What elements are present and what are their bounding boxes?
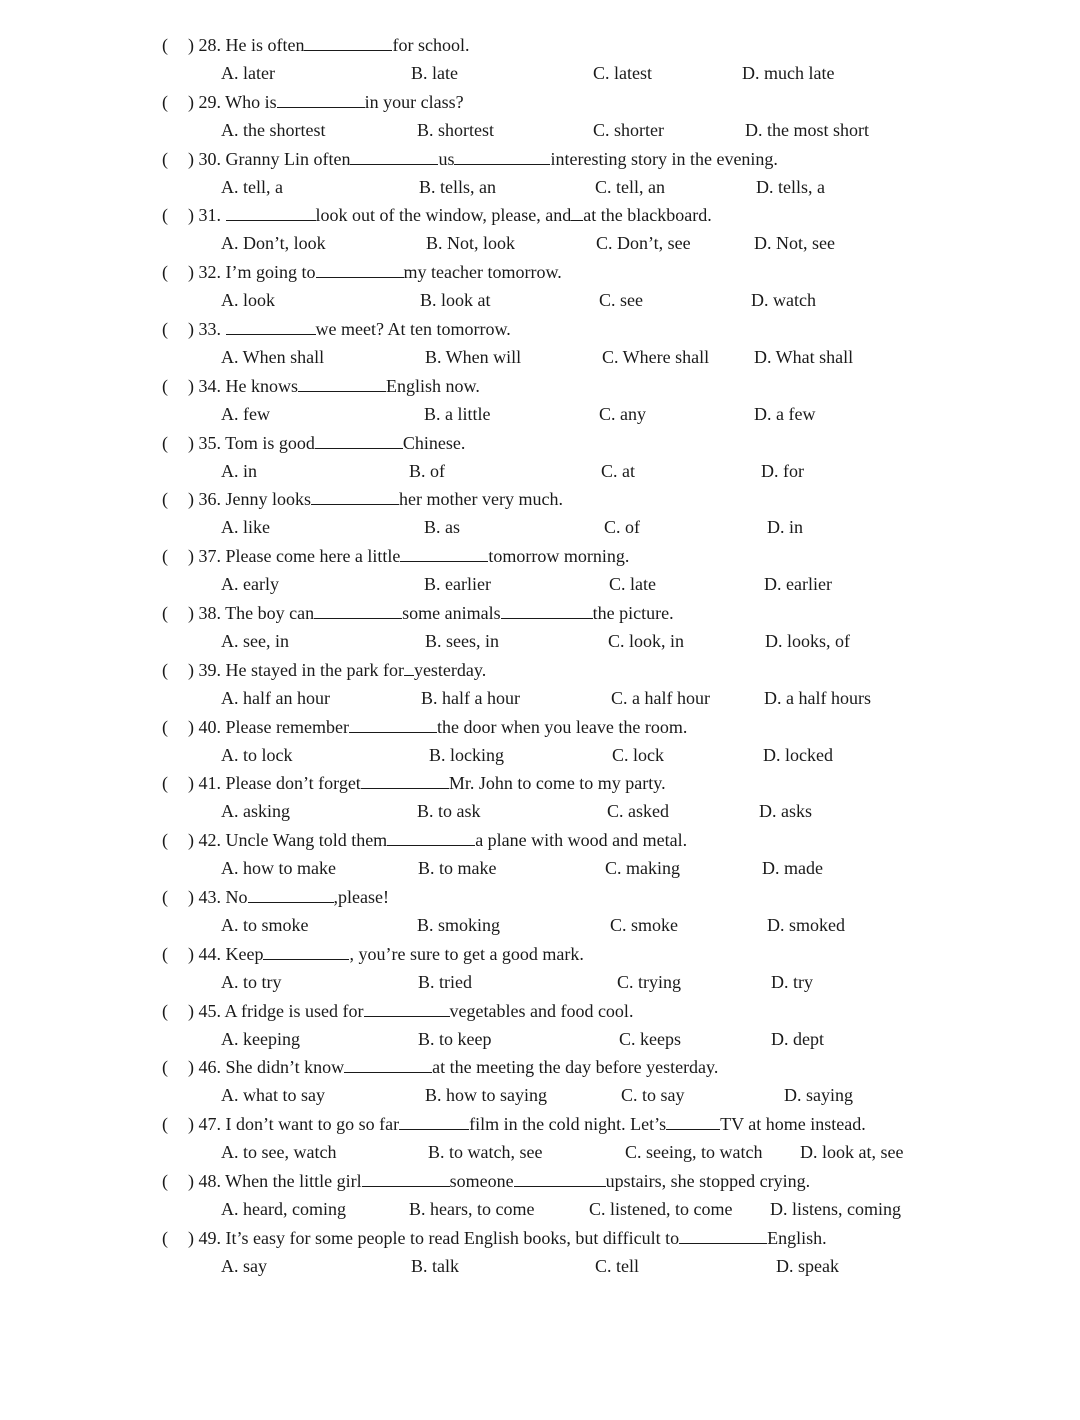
answer-parentheses[interactable]: (	[162, 262, 168, 283]
option-c: C. lock	[612, 744, 664, 765]
question-text: He is often	[225, 35, 305, 55]
option-a: A. half an hour	[221, 687, 330, 708]
question-number: ) 49.	[188, 1227, 226, 1248]
option-c: C. tell	[595, 1255, 639, 1276]
question-text: She didn’t know	[225, 1057, 345, 1078]
question-number: ) 46.	[188, 1057, 226, 1078]
question-stem	[162, 883, 389, 911]
option-c: C. listened, to come	[589, 1198, 733, 1219]
question-text: English.	[767, 1227, 827, 1248]
answer-blank[interactable]	[226, 202, 316, 221]
question-stem	[162, 31, 469, 59]
answer-blank[interactable]	[571, 202, 583, 221]
option-a: A. heard, coming	[221, 1198, 346, 1219]
answer-parentheses[interactable]: (	[162, 1114, 168, 1135]
option-c: C. tell, an	[595, 176, 665, 197]
option-b: B. of	[409, 460, 445, 481]
option-a: A. early	[221, 574, 279, 595]
options-row	[0, 797, 1080, 825]
question-number: ) 34.	[188, 375, 226, 396]
options-row	[0, 1025, 1080, 1053]
options-row	[0, 968, 1080, 996]
option-b: B. tells, an	[419, 176, 496, 197]
option-a: A. in	[221, 460, 257, 481]
question-text: for school.	[392, 35, 470, 55]
option-d: D. asks	[759, 801, 812, 822]
question-text: No	[225, 886, 248, 907]
answer-blank[interactable]	[315, 430, 403, 449]
answer-blank[interactable]	[514, 1168, 606, 1187]
option-b: B. hears, to come	[409, 1198, 535, 1219]
question-42	[0, 826, 1080, 883]
option-c: C. Where shall	[602, 346, 710, 367]
option-b: B. talk	[411, 1255, 459, 1276]
question-35	[0, 429, 1080, 486]
question-text: we meet? At ten tomorrow.	[315, 318, 511, 339]
option-b: B. locking	[429, 744, 504, 765]
option-b: B. late	[411, 63, 458, 83]
question-stem	[162, 940, 584, 968]
options-row	[0, 570, 1080, 598]
question-text: A fridge is used for	[224, 1000, 364, 1021]
option-d: D. saying	[784, 1085, 853, 1106]
option-a: A. like	[221, 517, 270, 538]
question-47	[0, 1110, 1080, 1167]
option-d: D. smoked	[767, 914, 845, 935]
option-d: D. in	[767, 517, 803, 538]
question-number: ) 36.	[188, 489, 226, 510]
option-a: A. asking	[221, 801, 290, 822]
question-text: Tom is good	[225, 432, 315, 453]
question-number: ) 47.	[188, 1114, 226, 1135]
question-text: someone	[449, 1170, 514, 1191]
question-stem	[162, 656, 486, 684]
question-number: ) 35.	[188, 432, 226, 453]
options-row	[0, 513, 1080, 541]
question-text: Who is	[225, 91, 277, 112]
answer-blank[interactable]	[501, 600, 593, 619]
answer-parentheses[interactable]: (	[162, 602, 168, 623]
answer-parentheses[interactable]: (	[162, 1227, 168, 1248]
question-31	[0, 201, 1080, 258]
question-stem	[162, 485, 563, 513]
options-row	[0, 627, 1080, 655]
option-c: C. of	[604, 517, 640, 538]
answer-blank[interactable]	[277, 89, 365, 108]
question-text: He knows	[225, 375, 298, 396]
option-a: A. few	[221, 403, 270, 424]
question-text: He stayed in the park for	[225, 659, 404, 680]
options-row	[0, 116, 1080, 144]
options-row	[0, 229, 1080, 257]
question-number: ) 37.	[188, 546, 226, 567]
question-stem	[162, 372, 480, 400]
answer-blank[interactable]	[399, 1111, 469, 1130]
option-b: B. as	[424, 517, 460, 538]
options-row	[0, 400, 1080, 428]
option-b: B. look at	[420, 290, 491, 311]
question-text: Keep	[225, 943, 264, 964]
question-text: When the little girl	[225, 1170, 362, 1191]
answer-parentheses[interactable]: (	[162, 659, 168, 680]
question-39	[0, 656, 1080, 713]
option-b: B. shortest	[417, 119, 495, 140]
answer-blank[interactable]	[364, 998, 450, 1017]
option-a: A. the shortest	[221, 119, 326, 140]
question-29	[0, 88, 1080, 145]
question-number: ) 41.	[188, 773, 226, 794]
question-number: ) 40.	[188, 716, 226, 737]
option-c: C. seeing, to watch	[625, 1142, 763, 1163]
answer-parentheses[interactable]: (	[162, 1170, 168, 1191]
question-text: upstairs, she stopped crying.	[605, 1170, 811, 1191]
option-a: A. to see, watch	[221, 1142, 337, 1163]
option-a: A. to smoke	[221, 914, 309, 935]
question-stem	[162, 1167, 810, 1195]
option-d: D. earlier	[764, 574, 832, 595]
option-d: D. Not, see	[754, 233, 835, 254]
question-46	[0, 1053, 1080, 1110]
option-c: C. keeps	[619, 1028, 681, 1049]
options-row	[0, 173, 1080, 201]
answer-parentheses[interactable]: (	[162, 1057, 168, 1078]
option-a: A. what to say	[221, 1085, 325, 1106]
option-a: A. to lock	[221, 744, 293, 765]
question-34	[0, 372, 1080, 429]
question-text: Please come here a little	[225, 546, 401, 567]
answer-parentheses[interactable]: (	[162, 716, 168, 737]
option-c: C. Don’t, see	[596, 233, 691, 254]
options-row	[0, 457, 1080, 485]
option-d: D. a half hours	[764, 687, 871, 708]
option-a: A. tell, a	[221, 176, 283, 197]
question-number: ) 28.	[188, 35, 226, 55]
option-a: A. Don’t, look	[221, 233, 326, 254]
options-row	[0, 1081, 1080, 1109]
question-stem	[162, 429, 465, 457]
question-49	[0, 1224, 1080, 1281]
answer-parentheses[interactable]: (	[162, 489, 168, 510]
question-number: ) 43.	[188, 886, 226, 907]
option-a: A. see, in	[221, 630, 289, 651]
option-b: B. a little	[424, 403, 491, 424]
question-stem	[162, 258, 562, 286]
option-b: B. smoking	[417, 914, 501, 935]
question-text: Please remember	[225, 716, 349, 737]
question-text: Granny Lin often	[225, 148, 351, 169]
option-d: D. dept	[771, 1028, 824, 1049]
options-row	[0, 854, 1080, 882]
question-text: , you’re sure to get a good mark.	[349, 943, 584, 964]
option-a: A. how to make	[221, 858, 336, 879]
question-text: my teacher tomorrow.	[403, 262, 562, 283]
options-row	[0, 59, 1080, 87]
option-c: C. making	[605, 858, 680, 879]
question-stem	[162, 599, 674, 627]
question-number: ) 32.	[188, 262, 226, 283]
question-text: Jenny looks	[225, 489, 311, 510]
option-c: C. to say	[621, 1085, 685, 1106]
options-row	[0, 1138, 1080, 1166]
question-text: Please don’t forget	[225, 773, 361, 794]
answer-blank[interactable]	[314, 600, 402, 619]
answer-parentheses[interactable]: (	[162, 35, 168, 55]
question-38	[0, 599, 1080, 656]
option-d: D. much late	[742, 63, 835, 83]
question-text: Mr. John to come to my party.	[448, 773, 666, 794]
question-text: in your class?	[364, 91, 464, 112]
option-b: B. to watch, see	[428, 1142, 543, 1163]
options-row	[0, 286, 1080, 314]
question-text: her mother very much.	[399, 489, 563, 510]
question-number: ) 42.	[188, 830, 226, 851]
question-43	[0, 883, 1080, 940]
question-text: I’m going to	[225, 262, 316, 283]
question-41	[0, 769, 1080, 826]
answer-parentheses[interactable]: (	[162, 432, 168, 453]
question-number: ) 31.	[188, 205, 226, 226]
question-text: yesterday.	[413, 659, 487, 680]
question-text: TV at home instead.	[720, 1114, 866, 1135]
options-row	[0, 1195, 1080, 1223]
answer-parentheses[interactable]: (	[162, 943, 168, 964]
question-stem	[162, 769, 666, 797]
option-d: D. speak	[776, 1255, 839, 1276]
question-stem	[162, 997, 633, 1025]
question-30	[0, 145, 1080, 202]
question-text: ,please!	[333, 886, 389, 907]
answer-parentheses[interactable]: (	[162, 318, 168, 339]
option-b: B. how to saying	[425, 1085, 548, 1106]
question-text: The boy can	[225, 602, 315, 623]
answer-blank[interactable]	[311, 486, 399, 505]
option-d: D. look at, see	[800, 1142, 904, 1163]
option-c: C. smoke	[610, 914, 679, 935]
question-number: ) 48.	[188, 1170, 226, 1191]
option-d: D. try	[771, 971, 813, 992]
answer-blank[interactable]	[316, 259, 404, 278]
question-stem	[162, 145, 778, 173]
option-d: D. What shall	[754, 346, 854, 367]
question-number: ) 44.	[188, 943, 226, 964]
question-32	[0, 258, 1080, 315]
option-b: B. Not, look	[426, 233, 516, 254]
answer-blank[interactable]	[304, 32, 392, 51]
options-row	[0, 684, 1080, 712]
answer-parentheses[interactable]: (	[162, 1000, 168, 1021]
question-stem	[162, 713, 687, 741]
option-d: D. listens, coming	[770, 1198, 901, 1219]
option-c: C. a half hour	[611, 687, 710, 708]
option-d: D. a few	[754, 403, 816, 424]
question-stem	[162, 1224, 827, 1252]
answer-parentheses[interactable]: (	[162, 830, 168, 851]
option-b: B. to keep	[418, 1028, 492, 1049]
answer-blank[interactable]	[298, 373, 386, 392]
answer-blank[interactable]	[263, 941, 349, 960]
options-row	[0, 741, 1080, 769]
question-number: ) 29.	[188, 91, 226, 112]
option-b: B. sees, in	[425, 630, 499, 651]
answer-blank[interactable]	[226, 316, 316, 335]
question-36	[0, 485, 1080, 542]
question-number: ) 45.	[188, 1000, 225, 1021]
question-text: some animals	[402, 602, 501, 623]
option-c: C. latest	[593, 63, 652, 83]
answer-parentheses[interactable]: (	[162, 375, 168, 396]
answer-parentheses[interactable]: (	[162, 205, 168, 226]
option-b: B. half a hour	[421, 687, 520, 708]
option-d: D. watch	[751, 290, 816, 311]
option-a: A. to try	[221, 971, 282, 992]
option-c: C. look, in	[608, 630, 685, 651]
question-text: tomorrow morning.	[488, 546, 630, 567]
question-33	[0, 315, 1080, 372]
answer-blank[interactable]	[666, 1111, 720, 1130]
question-text: Uncle Wang told them	[225, 830, 388, 851]
option-d: D. for	[761, 460, 804, 481]
question-stem	[162, 201, 712, 229]
option-d: D. locked	[763, 744, 833, 765]
question-number: ) 39.	[188, 659, 226, 680]
answer-parentheses[interactable]: (	[162, 546, 168, 567]
worksheet	[0, 31, 1080, 1281]
option-c: C. asked	[607, 801, 669, 822]
option-b: B. to ask	[417, 801, 481, 822]
answer-blank[interactable]	[362, 1168, 450, 1187]
option-a: A. When shall	[221, 346, 325, 367]
answer-blank[interactable]	[344, 1054, 432, 1073]
question-stem	[162, 826, 687, 854]
answer-parentheses[interactable]: (	[162, 91, 168, 112]
option-c: C. any	[599, 403, 646, 424]
question-number: ) 30.	[188, 148, 226, 169]
answer-blank[interactable]	[404, 657, 414, 676]
answer-parentheses[interactable]: (	[162, 148, 168, 169]
question-text: look out of the window, please, and	[315, 205, 572, 226]
question-48	[0, 1167, 1080, 1224]
question-text: at the meeting the day before yesterday.	[432, 1057, 719, 1078]
question-text: It’s easy for some people to read English books, but difficult to	[225, 1227, 680, 1248]
question-text: the door when you leave the room.	[436, 716, 688, 737]
option-b: B. earlier	[424, 574, 491, 595]
question-text: film in the cold night. Let’s	[469, 1114, 667, 1135]
option-d: D. the most short	[745, 119, 869, 140]
option-c: C. at	[601, 460, 635, 481]
question-stem	[162, 315, 511, 343]
options-row	[0, 343, 1080, 371]
options-row	[0, 911, 1080, 939]
option-a: A. look	[221, 290, 275, 311]
question-text: vegetables and food cool.	[449, 1000, 634, 1021]
question-40	[0, 713, 1080, 770]
options-row	[0, 1252, 1080, 1280]
option-c: C. late	[609, 574, 656, 595]
option-d: D. looks, of	[765, 630, 850, 651]
option-a: A. keeping	[221, 1028, 300, 1049]
question-37	[0, 542, 1080, 599]
question-number: ) 38.	[188, 602, 226, 623]
question-stem	[162, 1110, 866, 1138]
question-stem	[162, 542, 629, 570]
option-c: C. trying	[617, 971, 682, 992]
option-b: B. When will	[425, 346, 522, 367]
answer-blank[interactable]	[248, 884, 334, 903]
answer-parentheses[interactable]: (	[162, 886, 168, 907]
question-text: I don’t want to go so far	[225, 1114, 400, 1135]
question-text: the picture.	[592, 602, 674, 623]
option-a: A. say	[221, 1255, 267, 1276]
question-45	[0, 997, 1080, 1054]
question-stem	[162, 1053, 718, 1081]
answer-blank[interactable]	[361, 770, 449, 789]
answer-parentheses[interactable]: (	[162, 773, 168, 794]
question-text: us	[438, 148, 455, 169]
answer-blank[interactable]	[400, 543, 488, 562]
option-d: D. tells, a	[756, 176, 825, 197]
option-a: A. later	[221, 63, 275, 83]
option-c: C. shorter	[593, 119, 664, 140]
option-d: D. made	[762, 858, 823, 879]
answer-blank[interactable]	[387, 827, 475, 846]
option-c: C. see	[599, 290, 643, 311]
question-text: interesting story in the evening.	[550, 148, 778, 169]
answer-blank[interactable]	[350, 146, 438, 165]
question-stem	[162, 88, 464, 116]
question-number: ) 33.	[188, 318, 226, 339]
answer-blank[interactable]	[349, 714, 437, 733]
question-text: Chinese.	[402, 432, 466, 453]
question-text: at the blackboard.	[583, 205, 712, 226]
question-44	[0, 940, 1080, 997]
answer-blank[interactable]	[679, 1225, 767, 1244]
option-b: B. to make	[418, 858, 497, 879]
option-b: B. tried	[418, 971, 472, 992]
question-28	[0, 31, 1080, 88]
question-text: English now.	[386, 375, 480, 396]
answer-blank[interactable]	[454, 146, 550, 165]
question-text: a plane with wood and metal.	[475, 830, 688, 851]
